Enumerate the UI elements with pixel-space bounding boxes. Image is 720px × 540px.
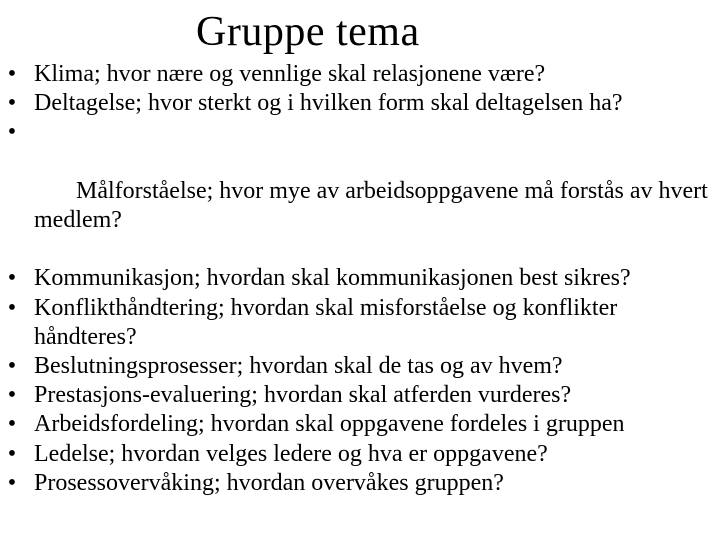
bullet-item-konflikthandtering xyxy=(0,294,720,352)
bullet-item-beslutningsprosesser xyxy=(0,352,720,381)
bullet-text: Ledelse; hvordan velges ledere og hva er oppgavene? xyxy=(34,440,548,467)
bullet-dot-icon: • xyxy=(7,469,17,496)
bullet-text: Kommunikasjon; hvordan skal kommunikasjonen best sikres? xyxy=(34,265,631,292)
bullet-item-malforstaelse xyxy=(0,118,720,264)
bullet-item-prestasjons-evaluering xyxy=(0,381,720,410)
bullet-dot-icon: • xyxy=(7,382,17,409)
bullet-item-kommunikasjon xyxy=(0,264,720,293)
bullet-text: Arbeidsfordeling; hvordan skal oppgavene fordeles i gruppen xyxy=(34,411,625,438)
bullet-dot-icon: • xyxy=(7,61,17,87)
bullet-dot-icon: • xyxy=(7,294,17,321)
bullet-dot-icon: • xyxy=(7,411,17,438)
bullet-list xyxy=(0,60,720,498)
bullet-dot-icon: • xyxy=(7,265,17,292)
bullet-item-deltagelse xyxy=(0,89,720,118)
bullet-dot-icon: • xyxy=(7,353,17,380)
bullet-text: Målforståelse; hvor mye av arbeidsoppgavene må forstås av hvert medlem? xyxy=(34,177,714,234)
bullet-text: Prestasjons-evaluering; hvordan skal atferden vurderes? xyxy=(34,382,572,409)
bullet-text: Beslutningsprosesser; hvordan skal de tas og av hvem? xyxy=(34,353,563,380)
bullet-item-arbeidsfordeling xyxy=(0,410,720,439)
bullet-dot-icon: • xyxy=(7,90,17,117)
bullet-item-prosessovervaking xyxy=(0,469,720,498)
bullet-dot-icon: • xyxy=(7,440,17,467)
slide-title: Gruppe tema xyxy=(196,9,420,55)
bullet-text: Prosessovervåking; hvordan overvåkes gruppen? xyxy=(34,469,504,496)
bullet-item-klima xyxy=(0,60,720,89)
bullet-item-ledelse xyxy=(0,440,720,469)
bullet-text: Deltagelse; hvor sterkt og i hvilken form skal deltagelsen ha? xyxy=(34,90,623,117)
bullet-text: Klima; hvor nære og vennlige skal relasjonene være? xyxy=(34,61,546,87)
bullet-dot-icon: • xyxy=(7,119,17,146)
bullet-text: Konflikthåndtering; hvordan skal misforståelse og konflikter håndteres? xyxy=(34,294,618,350)
